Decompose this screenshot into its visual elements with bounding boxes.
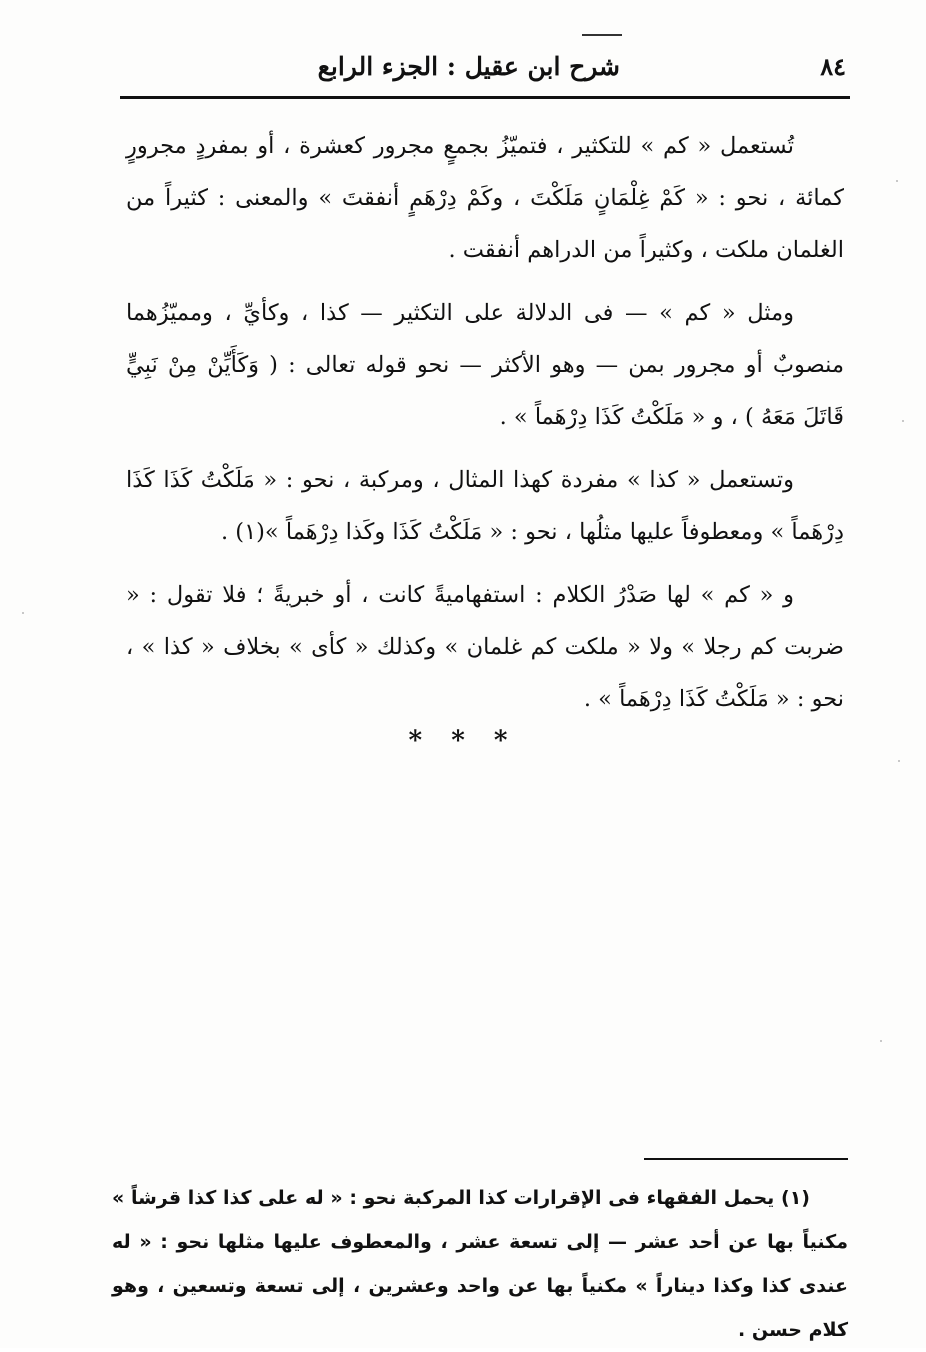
page-number: ٨٤ xyxy=(820,52,846,81)
header-rule xyxy=(120,96,850,99)
header-title: شرح ابن عقيل : الجزء الرابع xyxy=(317,52,620,81)
paragraph-4: و « كم » لها صَدْرُ الكلام : استفهاميةً كانت ، أو خبريةً ؛ فلا تقول : « ضربت كم رجلا » ولا « ملكت كم غلمان » وكذلك « كأى » بخلاف « كذا » ، نحو : « مَلَكْتُ كَذَا دِرْهَماً » . xyxy=(126,582,844,712)
scan-speck xyxy=(898,760,900,762)
paragraph-1: تُستعمل « كم » للتكثير ، فتميّزُ بجمعٍ مجرور كعشرة ، أو بمفردٍ مجرورٍ كمائة ، نحو : « كَمْ غِلْمَانٍ مَلَكْتَ ، وكَمْ دِرْهَمٍ أنفقتَ » والمعنى : كثيراً من الغلمان ملكت ، وكثيراً من الدراهم أنفقت . xyxy=(126,133,844,263)
footnote-marker: (١) xyxy=(781,1187,810,1209)
paragraph-2: ومثل « كم » — فى الدلالة على التكثير — كذا ، وكأيِّ ، ومميّزُهما منصوبٌ أو مجرور بمن — وهو الأكثر — نحو قوله تعالى : ( وَكَأَيِّنْ مِنْ نَبِيٍّ قَاتَلَ مَعَهُ ) ، و « مَلَكْتُ كَذَا دِرْهَماً » . xyxy=(126,300,844,430)
scan-speck xyxy=(896,180,898,182)
footnote xyxy=(112,1176,848,1352)
footnote-text: يحمل الفقهاء فى الإقرارات كذا المركبة نحو : « له على كذا كذا قرشاً » مكنياً بها عن أحد عشر — إلى تسعة عشر ، والمعطوف عليها مثلها نحو : « له عندى كذا وكذا ديناراً » مكنياً بها عن واحد وعشرين ، إلى تسعة وتسعين ، وهو كلام حسن . xyxy=(112,1187,848,1341)
scan-speck xyxy=(902,420,904,422)
footnote-paragraph xyxy=(112,1176,848,1352)
footnote-rule xyxy=(644,1158,848,1160)
running-header xyxy=(120,44,848,94)
main-text xyxy=(126,120,844,725)
paragraph-3: وتستعمل « كذا » مفردة كهذا المثال ، ومركبة ، نحو : « مَلَكْتُ كَذَا كَذَا دِرْهَماً » ومعطوفاً عليها مثلُها ، نحو : « مَلَكْتُ كَذَا وكَذا دِرْهَماً »(١) . xyxy=(126,467,844,545)
top-edge-mark xyxy=(582,34,622,36)
section-separator: * * * xyxy=(408,726,518,756)
scan-speck xyxy=(880,1040,882,1042)
scan-speck xyxy=(22,612,24,614)
